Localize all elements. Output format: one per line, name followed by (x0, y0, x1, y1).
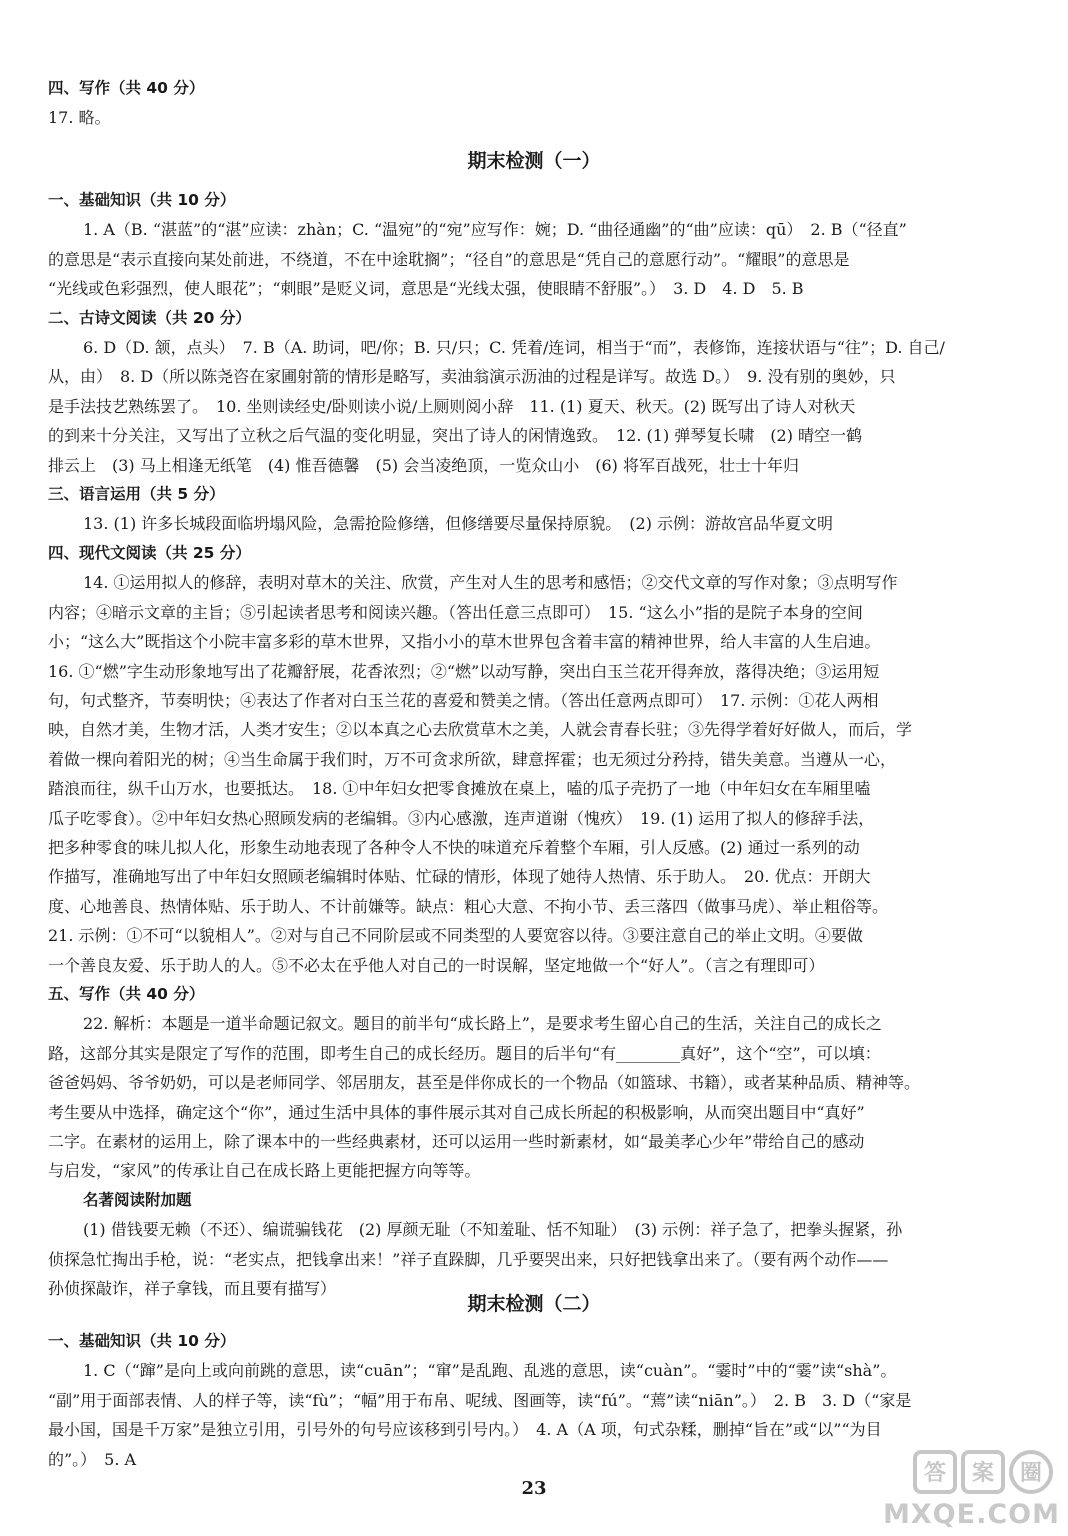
exam2-section-1-text (48, 1356, 1028, 1474)
page-number: 23 (521, 1478, 547, 1499)
exam1-section-4: 四、现代文阅读（共 25 分） (48, 543, 251, 562)
exam1-section-1-text (48, 215, 1028, 303)
watermark-char-3: 圈 (1019, 1461, 1043, 1486)
text-line: 1. A（B. “湛蓝”的“湛”应读：zhàn；C. “温宛”的“宛”应写作：婉；D. “曲径通幽”的“曲”应读：qū） 2. B（“径直” (83, 220, 907, 240)
text-line: 映，自然才美，生物才活，人类才安生；②以本真之心去欣赏草木之美，人就会青春长驻；③先得学着好好做人，而后，学 (48, 720, 913, 740)
text-line: 22. 解析：本题是一道半命题记叙文。题目的前半句“成长路上”，是要求考生留心自己的生活，关注自己的成长之 (83, 1014, 882, 1034)
text-line: 侦探急忙掏出手枪，说：“老实点，把钱拿出来！”祥子直跺脚，几乎要哭出来，只好把钱拿出来了。（要有两个动作—— (48, 1249, 889, 1269)
exam1-section-2-text (48, 333, 1028, 480)
text-line: 度、心地善良、热情体贴、乐于助人、不计前嫌等。缺点：粗心大意、不拘小节、丢三落四（做事马虎）、举止粗俗等。 (48, 896, 889, 916)
text-line: 二字。在素材的运用上，除了课本中的一些经典素材，还可以运用一些时新素材，如“最美孝心少年”带给自己的感动 (48, 1132, 865, 1151)
text-line: 从，由） 8. D（所以陈尧咨在家圃射箭的情形是略写，卖油翁演示沥油的过程是详写。故选 D。） 9. 没有别的奥妙，只 (48, 367, 896, 387)
text-line: 爸爸妈妈、爷爷奶奶，可以是老师同学、邻居朋友，甚至是伴你成长的一个物品（如篮球、书籍），或者某种品质、精神等。 (48, 1073, 921, 1093)
pre-block (48, 74, 1028, 133)
text-line: 着做一棵向着阳光的树；④当生命属于我们时，万不可贪求所欲，肆意挥霍；也无须过分矜持，错失美意。当遵从一心， (48, 749, 897, 769)
text-line: 作描写，准确地写出了中年妇女照顾老编辑时体贴、忙碌的情形，体现了她待人热情、乐于助人。 20. 优点：开朗大 (48, 867, 871, 887)
exam1-section-1: 一、基础知识（共 10 分） (48, 191, 236, 209)
text-line: 小；“这么大”既指这个小院丰富多彩的草木世界，又指小小的草木世界包含着丰富的精神世界，给人丰富的人生启迪。 (48, 632, 881, 652)
text-line: 排云上 (3) 马上相逢无纸笔 (4) 惟吾德馨 (5) 会当凌绝顶，一览众山小 (6) 将军百战死，壮士十年归 (48, 455, 800, 475)
text-line: 16. ①“燃”字生动形象地写出了花瓣舒展，花香浓烈；②“燃”以动写静，突出白玉兰花开得奔放，落得决绝；③运用短 (48, 661, 880, 681)
text-line: 孙侦探敲诈，祥子拿钱，而且要有描写） (48, 1279, 337, 1299)
text-line: 句，句式整齐，节奏明快；④表达了作者对白玉兰花的喜爱和赞美之情。（答出任意两点即可） 17. 示例：①花人两相 (48, 690, 879, 710)
text-line: 最小国，国是千万家”是独立引用，引号外的句号应该移到引号内。） 4. A（A 项，句式杂糅，删掉“旨在”或“以”“为目 (48, 1420, 882, 1440)
exam1-extra-heading: 名著阅读附加题 (83, 1190, 192, 1209)
exam1-section-3: 三、语言运用（共 5 分） (48, 485, 225, 504)
text-line: “光线或色彩强烈，使人眼花”；“刺眼”是贬义词，意思是“光线太强，使眼睛不舒服”。） 3. D 4. D 5. B (48, 279, 804, 299)
text-line: 内容；④暗示文章的主旨；⑤引起读者思考和阅读兴趣。（答出任意三点即可） 15. “这么小”指的是院子本身的空间 (48, 602, 863, 622)
text-line: 1. C（“蹿”是向上或向前跳的意思，读“cuān”；“窜”是乱跑、乱逃的意思，读“cuàn”。“霎时”中的“霎”读“shà”。 (83, 1361, 897, 1381)
watermark-badge-icon (913, 1448, 1053, 1496)
exam1-title: 期末检测（一） (467, 150, 601, 172)
text-line: (1) 借钱要无赖（不还）、编谎骗钱花 (2) 厚颜无耻（不知羞耻、恬不知耻） (3) 示例：祥子急了，把拳头握紧，孙 (83, 1220, 903, 1240)
text-line: 13. (1) 许多长城段面临坍塌风险，急需抢险修缮，但修缮要尽量保持原貌。 (2) 示例：游故宫品华夏文明 (83, 514, 834, 534)
text-line: 路，这部分其实是限定了写作的范围，即考生自己的成长经历。题目的后半句“有________真好”，这个“空”，可以填： (48, 1043, 881, 1063)
text-line: 21. 示例：①不可“以貌相人”。②对与自己不同阶层或不同类型的人要宽容以待。③要注意自己的举止文明。④要做 (48, 926, 863, 946)
text-line: 与启发，“家风”的传承让自己在成长路上更能把握方向等等。 (48, 1161, 481, 1181)
exam1-section-5: 五、写作（共 40 分） (48, 984, 205, 1003)
text-line: 的意思是“表示直接向某处前进，不绕道，不在中途耽搁”；“径自”的意思是“凭自己的意愿行动”。“耀眼”的意思是 (48, 249, 850, 269)
text-line: 瓜子吃零食）。②中年妇女热心照顾发病的老编辑。③内心感激，连声道谢（愧疚） 19. (1) 运用了拟人的修辞手法， (48, 808, 875, 828)
exam1-section-3-text (48, 509, 1028, 538)
text-line: 14. ①运用拟人的修辞，表明对草木的关注、欣赏，产生对人生的思考和感悟；②交代文章的写作对象；③点明写作 (83, 573, 898, 593)
text-line: 的到来十分关注，又写出了立秋之后气温的变化明显，突出了诗人的闲情逸致。 12. (1) 弹琴复长啸 (2) 晴空一鹤 (48, 426, 863, 446)
exam2-section-1: 一、基础知识（共 10 分） (48, 1332, 236, 1350)
exam1-section-2: 二、古诗文阅读（共 20 分） (48, 308, 251, 327)
watermark-char-1: 答 (923, 1461, 947, 1486)
watermark-char-2: 案 (971, 1461, 995, 1486)
exam1-body (48, 186, 1028, 1303)
text-line: 的”。） 5. A (48, 1449, 137, 1469)
pre-section-heading: 四、写作（共 40 分） (48, 79, 205, 97)
watermark-text: MXQE.COM (883, 1499, 1060, 1530)
exam1-section-5-text (48, 1009, 1028, 1185)
text-line: “副”用于面部表情、人的样子等，读“fù”；“幅”用于布帛、呢绒、图画等，读“fú”。“蔫”读“niān”。） 2. B 3. D（“家是 (48, 1390, 912, 1410)
exam2-body (48, 1327, 1028, 1474)
text-line: 考生要从中选择，确定这个“你”，通过生活中具体的事件展示其对自己成长所起的积极影响，从而突出题目中“真好” (48, 1102, 865, 1122)
watermark-logo (883, 1448, 1058, 1530)
text-line: 是手法技艺熟练罢了。 10. 坐则读经史/卧则读小说/上厕则阅小辞 11. (1) 夏天、秋天。(2) 既写出了诗人对秋天 (48, 396, 856, 416)
text-line: 踏浪而往，纵千山万水，也要抵达。 18. ①中年妇女把零食摊放在桌上，嗑的瓜子壳扔了一地（中年妇女在车厢里嗑 (48, 779, 871, 799)
text-line: 把多种零食的味儿拟人化，形象生动地表现了各种令人不快的味道充斥着整个车厢，引人反感。(2) 通过一系列的动 (48, 837, 860, 857)
text-line: 6. D（D. 颔，点头） 7. B（A. 助词，吧/你；B. 只/只；C. 凭着/连词，相当于“而”，表修饰，连接状语与“往”；D. 自己/ (83, 338, 945, 358)
exam1-section-4-text (48, 568, 1028, 980)
exam2-title: 期末检测（二） (467, 1293, 601, 1315)
pre-item: 17. 略。 (48, 108, 111, 128)
text-line: 一个善良友爱、乐于助人的人。⑤不必太在乎他人对自己的一时误解，坚定地做一个“好人”。（言之有理即可） (48, 955, 825, 975)
